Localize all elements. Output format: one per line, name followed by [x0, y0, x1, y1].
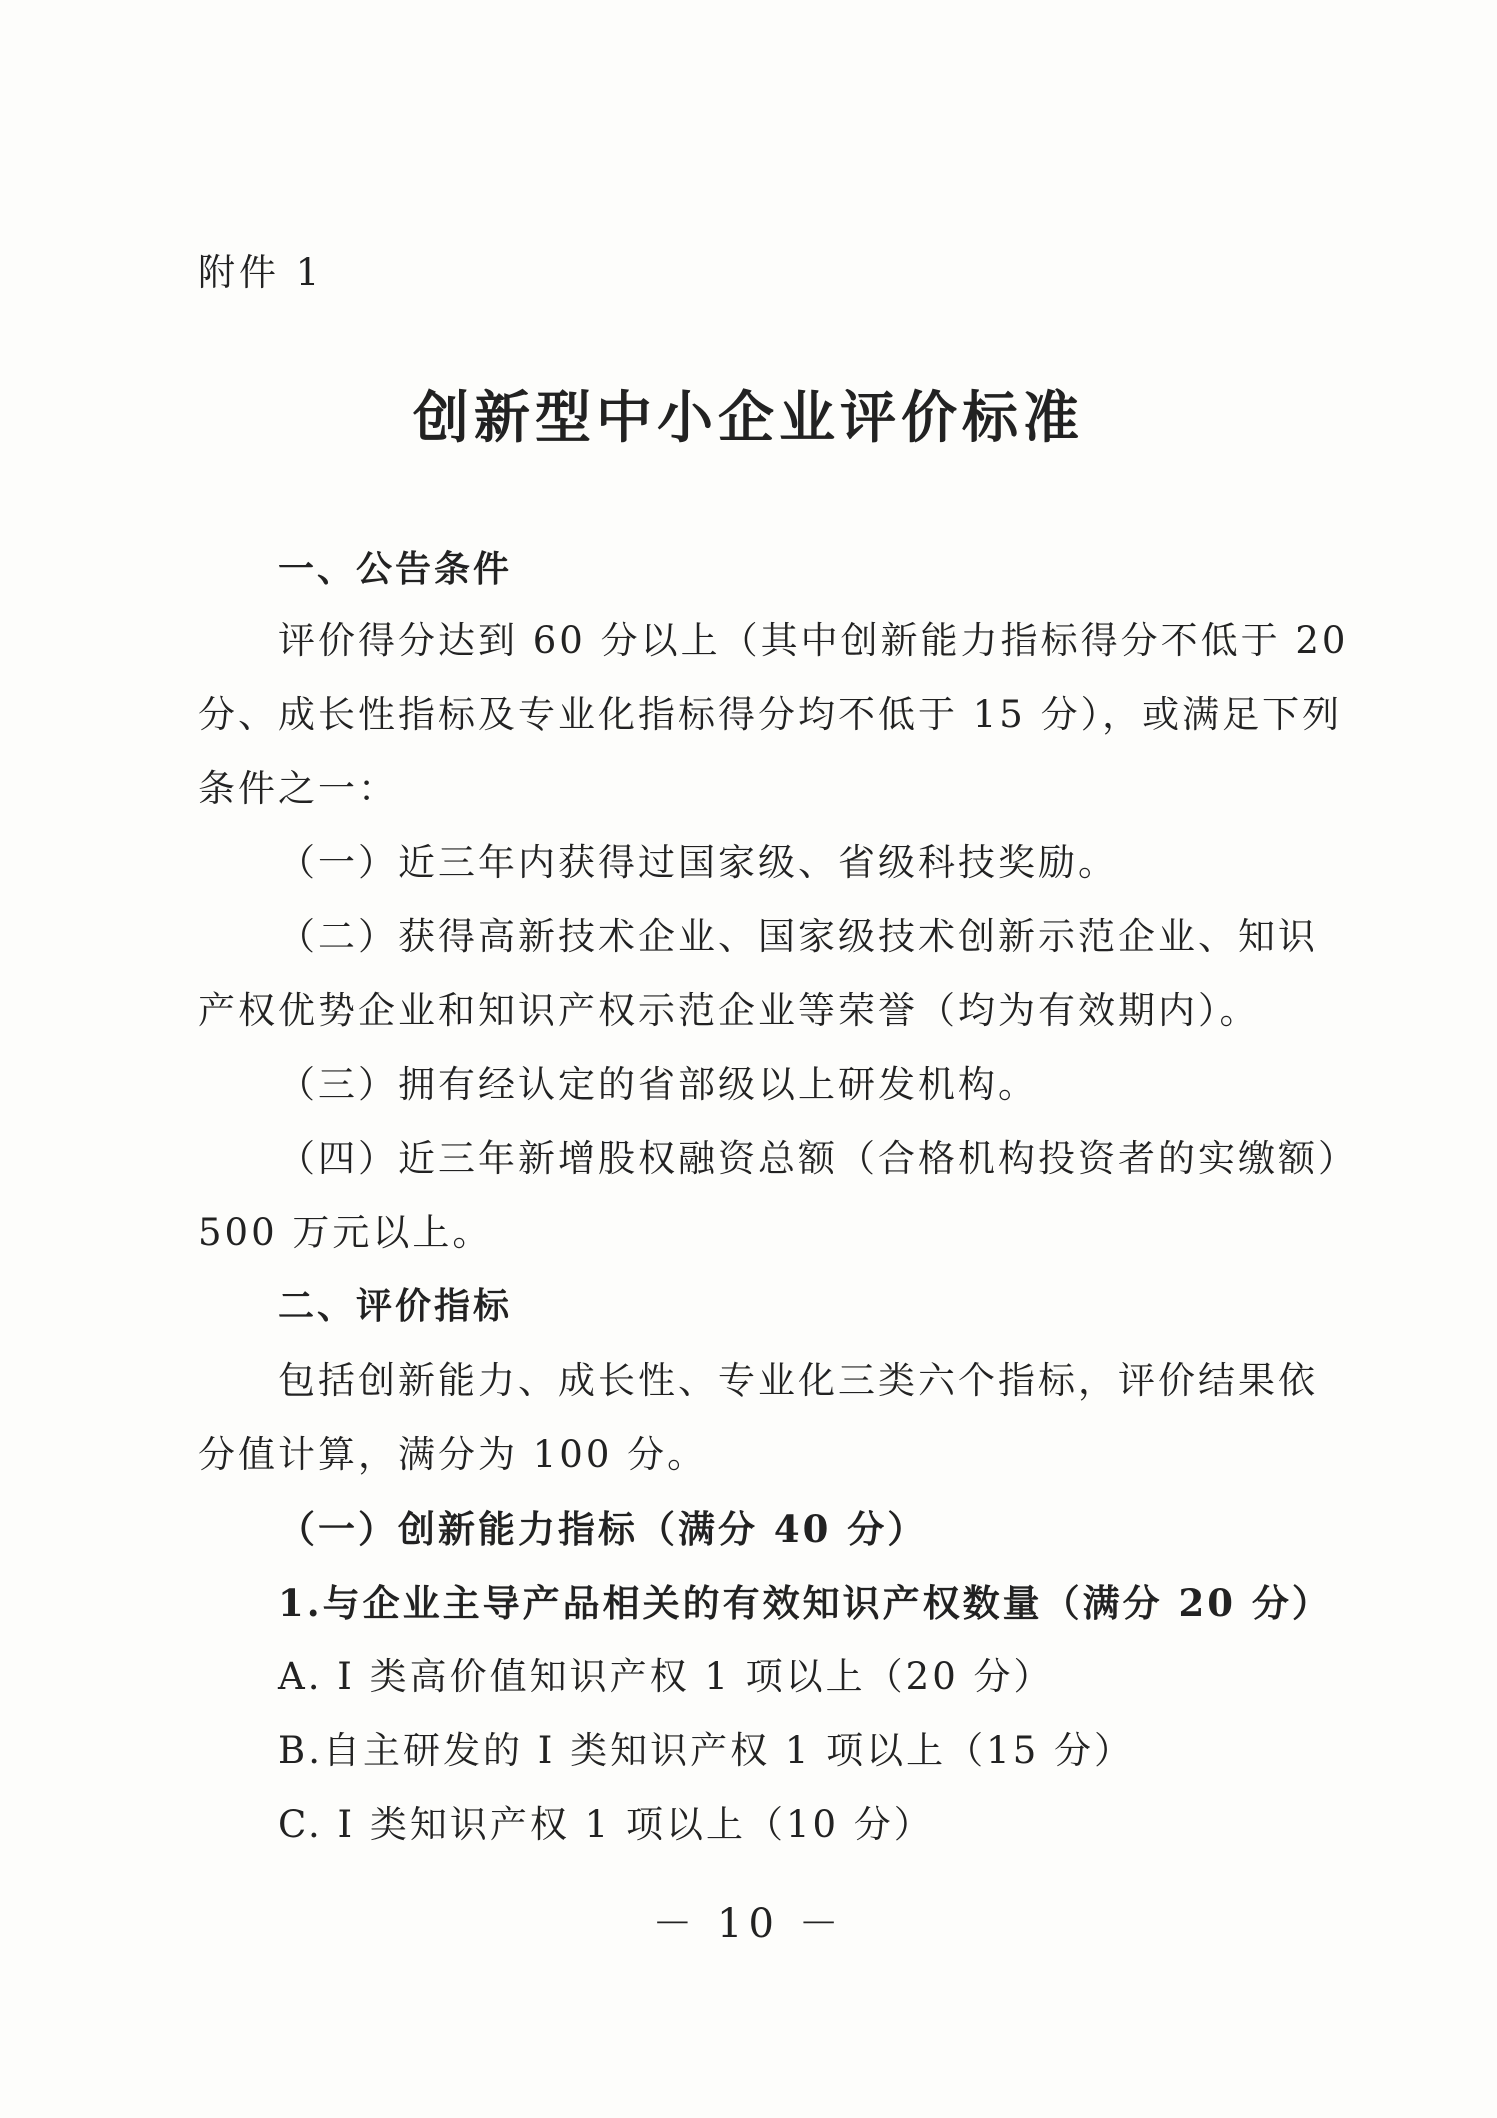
section1-item4-line2: 500 万元以上。: [198, 1211, 493, 1254]
section1-item1: （一）近三年内获得过国家级、省级科技奖励。: [278, 841, 1118, 884]
section1-item3: （三）拥有经认定的省部级以上研发机构。: [278, 1063, 1038, 1106]
page-number: － 10 －: [652, 1901, 845, 1947]
option-b: B.自主研发的 Ⅰ 类知识产权 1 项以上（15 分）: [278, 1729, 1134, 1772]
section1-heading: 一、公告条件: [278, 549, 513, 590]
attachment-label: 附件 1: [198, 251, 324, 294]
option-a: A. Ⅰ 类高价值知识产权 1 项以上（20 分）: [278, 1655, 1054, 1698]
section2-para-line2: 分值计算，满分为 100 分。: [198, 1433, 708, 1476]
section2-subheading: （一）创新能力指标（满分 40 分）: [278, 1507, 928, 1551]
section1-para-line3: 条件之一：: [198, 767, 398, 810]
section1-para-line2: 分、成长性指标及专业化指标得分均不低于 15 分），或满足下列: [198, 693, 1343, 736]
section1-item4-line1: （四）近三年新增股权融资总额（合格机构投资者的实缴额）: [278, 1137, 1358, 1180]
section2-heading: 二、评价指标: [278, 1286, 513, 1327]
section1-item2-line2: 产权优势企业和知识产权示范企业等荣誉（均为有效期内）。: [198, 989, 1260, 1032]
indicator1-heading: 1.与企业主导产品相关的有效知识产权数量（满分 20 分）: [278, 1581, 1332, 1625]
section1-item2-line1: （二）获得高新技术企业、国家级技术创新示范企业、知识: [278, 915, 1318, 958]
option-c: C. Ⅰ 类知识产权 1 项以上（10 分）: [278, 1803, 934, 1846]
document-title: 创新型中小企业评价标准: [413, 386, 1084, 451]
section1-para-line1: 评价得分达到 60 分以上（其中创新能力指标得分不低于 20: [278, 619, 1349, 662]
section2-para-line1: 包括创新能力、成长性、专业化三类六个指标，评价结果依: [278, 1359, 1318, 1402]
